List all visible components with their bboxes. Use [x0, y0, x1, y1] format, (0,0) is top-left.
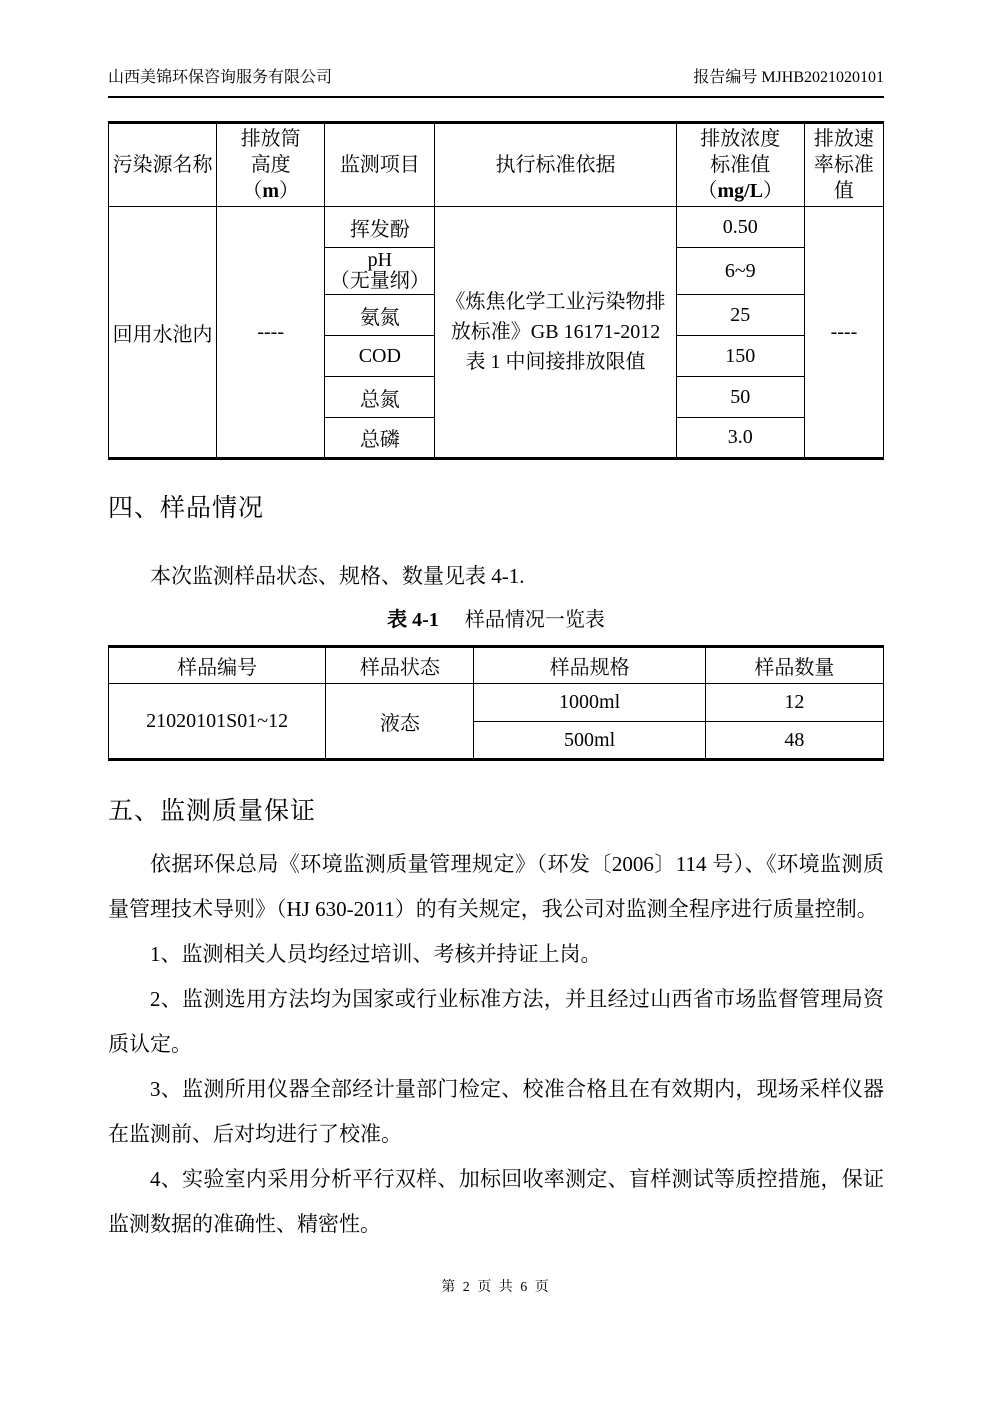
rate-line1: 排放速: [813, 128, 874, 150]
col-header-sample-state: 样品状态: [326, 647, 474, 684]
samples-table: [108, 645, 884, 761]
caption-title: 样品情况一览表: [464, 609, 605, 631]
cell-limit: 3.0: [676, 418, 804, 459]
cell-sample-state: 液态: [326, 684, 474, 760]
conc-line2: 标准值（mg/L）: [697, 154, 784, 202]
col-header-sample-qty: 样品数量: [705, 647, 883, 684]
col-header-sample-id: 样品编号: [109, 647, 326, 684]
cell-limit: 0.50: [676, 207, 804, 248]
cell-limit: 50: [676, 377, 804, 418]
page-header: [108, 0, 884, 98]
page-number: 第 2 页 共 6 页: [441, 1280, 551, 1295]
cell-param: 氨氮: [325, 295, 435, 336]
col-header-pollution-source: 污染源名称: [109, 123, 217, 207]
col-header-concentration-limit: [676, 123, 804, 207]
conc-line1: 排放浓度: [700, 128, 781, 150]
paragraph-item-3: 3、监测所用仪器全部经计量部门检定、校准合格且在有效期内，现场采样仪器在监测前、后对均进行了校准。: [108, 1077, 884, 1146]
cell-sample-spec: 500ml: [474, 722, 705, 760]
rate-line3: 值: [833, 180, 854, 202]
col-header-sample-spec: 样品规格: [474, 647, 705, 684]
stack-height-line1: 排放筒: [240, 128, 301, 150]
table-header-row: [109, 123, 884, 207]
table-row: [109, 207, 884, 248]
table-row: [109, 684, 884, 722]
table-header-row: [109, 647, 884, 684]
cell-sample-qty: 12: [705, 684, 883, 722]
cell-standard-basis: 《炼焦化学工业污染物排放标准》GB 16171-2012 表 1 中间接排放限值: [435, 207, 676, 459]
cell-sample-id: 21020101S01~12: [109, 684, 326, 760]
paragraph-item-4: 4、实验室内采用分析平行双样、加标回收率测定、盲样测试等质控措施，保证监测数据的准确性、精密性。: [108, 1167, 884, 1236]
caption-label: 表 4-1: [387, 609, 439, 631]
cell-rate-value: ----: [804, 207, 883, 459]
section5-body: [108, 842, 884, 1247]
emission-standards-table: [108, 121, 884, 460]
cell-param: COD: [325, 336, 435, 377]
stack-height-line2: 高度: [250, 154, 291, 176]
cell-param: 总磷: [325, 418, 435, 459]
cell-sample-qty: 48: [705, 722, 883, 760]
cell-limit: 150: [676, 336, 804, 377]
cell-sample-spec: 1000ml: [474, 684, 705, 722]
ph-label: pH: [367, 249, 393, 271]
samples-table-caption: [108, 603, 884, 632]
section4-intro: 本次监测样品状态、规格、数量见表 4-1.: [150, 564, 525, 588]
col-header-stack-height: [217, 123, 325, 207]
page-footer: [0, 1276, 992, 1296]
cell-stack-height: ----: [217, 207, 325, 459]
stack-height-unit: （m）: [242, 180, 300, 202]
report-number: 报告编号 MJHB2021020101: [693, 69, 884, 86]
col-header-standard-basis: 执行标准依据: [435, 123, 676, 207]
cell-limit: 6~9: [676, 248, 804, 295]
paragraph-quality-basis: 依据环保总局《环境监测质量管理规定》（环发〔2006〕114 号）、《环境监测质量管理技术导则》（HJ 630-2011）的有关规定，我公司对监测全程序进行质量控制。: [108, 852, 884, 921]
company-name: 山西美锦环保咨询服务有限公司: [108, 69, 333, 86]
section5-heading: 五、监测质量保证: [108, 798, 317, 825]
paragraph-item-1: 1、监测相关人员均经过培训、考核并持证上岗。: [150, 942, 602, 966]
col-header-rate-limit: [804, 123, 883, 207]
cell-source-name: 回用水池内: [109, 207, 217, 459]
cell-param: [325, 248, 435, 295]
cell-limit: 25: [676, 295, 804, 336]
ph-sublabel: （无量纲）: [329, 270, 430, 292]
rate-line2: 率标准: [813, 154, 874, 176]
cell-param: 总氮: [325, 377, 435, 418]
cell-param: 挥发酚: [325, 207, 435, 248]
paragraph-item-2: 2、监测选用方法均为国家或行业标准方法，并且经过山西省市场监督管理局资质认定。: [108, 987, 884, 1056]
section4-heading: 四、样品情况: [108, 495, 265, 522]
col-header-monitor-item: 监测项目: [325, 123, 435, 207]
